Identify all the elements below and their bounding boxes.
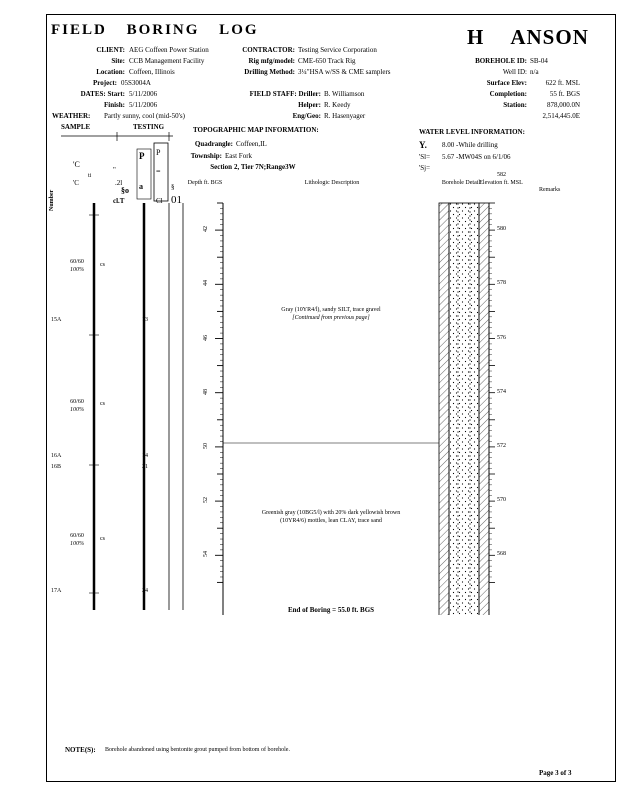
weather-label: WEATHER: xyxy=(52,112,91,120)
boring-log-page xyxy=(46,14,616,782)
borehole-wall-left xyxy=(439,203,449,615)
surface-elev-value: 622 ft. MSL xyxy=(545,79,580,87)
elevation-label: 574 xyxy=(497,388,506,395)
svg-text:01: 01 xyxy=(171,194,182,205)
completion-label: Completion: xyxy=(489,90,527,98)
svg-text:": " xyxy=(113,166,116,174)
elevation-label: 570 xyxy=(497,497,506,504)
depth-column-header: Depth ft. BGS xyxy=(187,180,223,186)
sample-type-2: cs xyxy=(100,401,105,407)
notes-text: Borehole abandoned using bentonite grout pumped from bottom of borehole. xyxy=(105,747,290,753)
svg-text:a: a xyxy=(139,182,143,191)
svg-text:'C: 'C xyxy=(73,179,79,187)
elevation-label: 578 xyxy=(497,280,506,287)
township-label: Township: xyxy=(190,152,222,160)
elevation-label: 582 xyxy=(497,171,506,178)
depth-label: 46 xyxy=(203,334,209,341)
sample-id-16b: 16B xyxy=(51,464,62,470)
blow-count-17a: 24 xyxy=(142,588,148,594)
section-value: 2, Tier 7N;Range3W xyxy=(234,163,296,171)
borehole-column-header: Borehole Detail xyxy=(441,180,481,186)
dates-label: DATES: Start: xyxy=(80,90,125,98)
finish-date: 5/11/2006 xyxy=(129,101,158,109)
sample-recovery-3: 60/60 100% xyxy=(70,533,84,547)
section-label: Section xyxy=(210,163,232,171)
client-label: CLIENT: xyxy=(96,46,125,54)
water-symbol-3: 'Sj= xyxy=(419,164,431,172)
topo-heading: TOPOGRAPHIC MAP INFORMATION: xyxy=(193,126,319,134)
end-of-boring: End of Boring = 55.0 ft. BGS xyxy=(287,606,375,614)
sample-type-3: cs xyxy=(100,536,105,542)
svg-text:ti: ti xyxy=(88,173,92,179)
notes-label: NOTE(S): xyxy=(65,746,96,754)
water-heading: WATER LEVEL INFORMATION: xyxy=(419,128,525,136)
sample-id-17a: 17A xyxy=(51,588,62,594)
sample-recovery-2: 60/60 100% xyxy=(70,399,84,413)
contractor-value: Testing Service Corporation xyxy=(298,46,377,54)
sample-testing-header-graphic xyxy=(47,127,192,205)
eng-label: Eng/Geo: xyxy=(292,112,321,120)
borehole-id-value: SB-04 xyxy=(530,57,548,65)
elevation-label: 572 xyxy=(497,442,506,449)
quadrangle-label: Quadrangle: xyxy=(194,140,233,148)
station-easting: 2,514,445.0E xyxy=(542,112,580,120)
helper-value: R. Keedy xyxy=(324,101,351,109)
sample-id-16a: 16A xyxy=(51,453,62,459)
site-label: Site: xyxy=(111,57,125,65)
depth-label: 54 xyxy=(203,551,209,558)
water-symbol-1: Y. xyxy=(419,140,427,150)
water-line-2: 5.67 -MW04S on 6/1/06 xyxy=(442,153,511,161)
sample-heading: SAMPLE xyxy=(61,123,91,131)
svg-text:§o: §o xyxy=(121,186,129,195)
remarks-column-header: Remarks xyxy=(539,187,561,193)
finish-label: Finish: xyxy=(103,101,125,109)
drilling-value: 3¼"HSA w/SS & CME samplers xyxy=(298,68,391,76)
completion-value: 55 ft. BGS xyxy=(549,90,580,98)
water-symbol-2: 'Sl= xyxy=(419,153,431,161)
number-column-header: Number xyxy=(49,189,55,211)
start-date: 5/11/2006 xyxy=(129,90,158,98)
blow-count-16b: 21 xyxy=(142,464,148,470)
well-id-value: n/a xyxy=(530,68,539,76)
depth-label: 50 xyxy=(203,442,209,449)
station-value: 878,000.0N xyxy=(546,101,580,109)
water-line-1: 8.00 -While drilling xyxy=(442,141,498,149)
depth-label: 52 xyxy=(203,497,209,504)
project-label: Project: xyxy=(93,79,117,87)
client-value: AEG Coffeen Power Station xyxy=(129,46,209,54)
lithology-column-header: Lithologic Description xyxy=(304,180,360,186)
sample-recovery-1: 60/60 100% xyxy=(70,259,84,273)
lithology-unit-2-line-1: Greenish gray (10BG5/l) with 20% dark yellowish brown xyxy=(261,510,401,516)
sample-id-15a: 15A xyxy=(51,317,62,323)
svg-text:=: = xyxy=(156,167,161,176)
elevation-label: 576 xyxy=(497,334,506,341)
testing-heading: TESTING xyxy=(133,123,165,131)
depth-label: 48 xyxy=(203,388,209,395)
site-value: CCB Management Facility xyxy=(129,57,205,65)
depth-label: 42 xyxy=(203,226,209,233)
borehole-grout-fill xyxy=(449,203,479,615)
elevation-label: 580 xyxy=(497,226,506,233)
well-id-label: Well ID: xyxy=(502,68,527,76)
svg-text:Cl: Cl xyxy=(156,197,163,205)
sample-type-1: cs xyxy=(100,262,105,268)
svg-text:P: P xyxy=(156,148,161,157)
lithology-unit-2-line-2: (10YR4/6) mottles, lean CLAY, trace sand xyxy=(280,518,382,524)
borehole-id-label: BOREHOLE ID: xyxy=(475,57,527,65)
helper-label: Helper: xyxy=(298,101,321,109)
page-number: Page 3 of 3 xyxy=(539,769,572,777)
surface-elev-label: Surface Elev: xyxy=(486,79,527,87)
location-value: Coffeen, Illinois xyxy=(129,68,175,76)
eng-value: R. Hasenyager xyxy=(324,112,366,120)
location-label: Location: xyxy=(96,68,125,76)
lithology-unit-1-note: [Continued from previous page] xyxy=(292,315,370,321)
project-value: 05S3004A xyxy=(121,79,151,87)
lithology-unit-1: Gray (10YR4/l), sandy SILT, trace gravel xyxy=(281,307,381,313)
driller-value: B. Williamson xyxy=(324,90,365,98)
elevation-label: 568 xyxy=(497,551,506,558)
svg-text:P: P xyxy=(139,151,145,161)
depth-label: 44 xyxy=(203,280,209,287)
station-label: Station: xyxy=(503,101,527,109)
boring-log-graphic xyxy=(47,195,617,615)
rig-label: Rig mfg/model: xyxy=(248,57,295,65)
svg-text:§: § xyxy=(171,183,175,191)
staff-label: FIELD STAFF: Driller: xyxy=(249,90,321,98)
rig-value: CME-650 Track Rig xyxy=(298,57,356,65)
elevation-column-header: Elevation ft. MSL xyxy=(479,180,523,186)
svg-text:cl.T: cl.T xyxy=(113,197,125,205)
township-value: East Fork xyxy=(225,152,253,160)
svg-text:.2l: .2l xyxy=(115,179,123,187)
borehole-wall-right xyxy=(479,203,489,615)
svg-text:'C: 'C xyxy=(73,160,80,169)
blow-count-15a: 13 xyxy=(142,317,148,323)
quadrangle-value: Coffeen,IL xyxy=(236,140,267,148)
drilling-label: Drilling Method: xyxy=(244,68,295,76)
company-logo: H ANSON xyxy=(467,25,589,49)
contractor-label: CONTRACTOR: xyxy=(242,46,295,54)
blow-count-16a: 14 xyxy=(142,453,148,459)
weather-value: Partly sunny, cool (mid-50's) xyxy=(104,112,185,120)
page-title: FIELD BORING LOG xyxy=(51,22,259,38)
